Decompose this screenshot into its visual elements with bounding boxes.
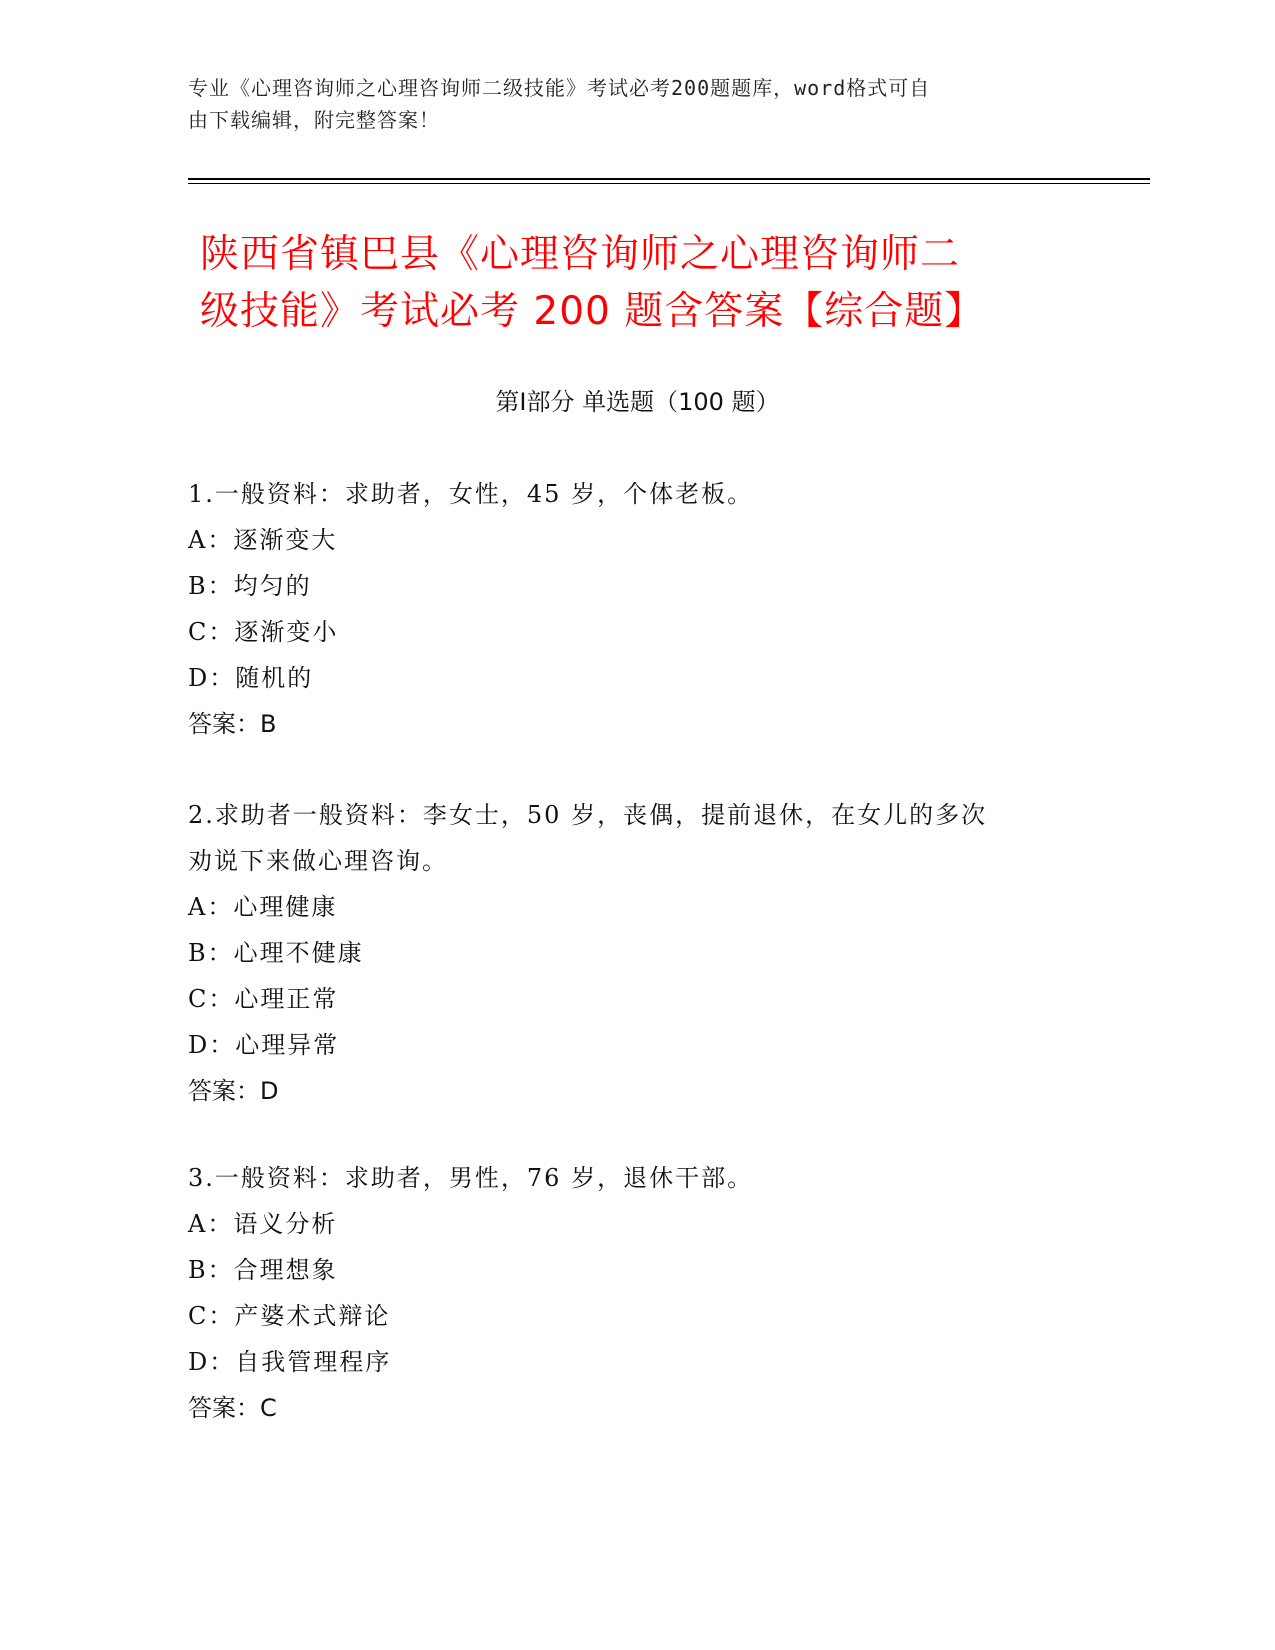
option-c: C：产婆术式辩论 [188,1302,391,1330]
header-note [188,72,1088,136]
answer: 答案：D [188,1077,279,1105]
option-b: B：心理不健康 [188,939,364,967]
document-title-line2: 级技能》考试必考 200 题含答案【综合题】 [200,289,985,334]
option-d: D：随机的 [188,664,314,692]
option-c: C：心理正常 [188,985,339,1013]
question-2 [188,792,1088,1114]
answer: 答案：B [188,710,277,738]
header-divider-thin [188,183,1150,184]
option-b: B：均匀的 [188,572,312,600]
question-stem-line2: 劝说下来做心理咨询。 [188,847,448,875]
option-a: A：语义分析 [188,1210,338,1238]
option-d: D：心理异常 [188,1031,340,1059]
header-divider-thick [188,178,1150,180]
question-1 [188,471,1088,747]
document-title-line1: 陕西省镇巴县《心理咨询师之心理咨询师二 [200,232,961,277]
option-a: A：心理健康 [188,893,338,921]
question-3 [188,1155,1088,1431]
option-b: B：合理想象 [188,1256,338,1284]
question-stem: 3.一般资料：求助者，男性，76 岁，退休干部。 [188,1164,754,1192]
option-c: C：逐渐变小 [188,618,339,646]
question-stem-line1: 2.求助者一般资料：李女士，50 岁，丧偶，提前退休，在女儿的多次 [188,801,988,829]
option-d: D：自我管理程序 [188,1348,392,1376]
option-a: A：逐渐变大 [188,526,338,554]
answer: 答案：C [188,1394,277,1422]
header-note-line2: 由下载编辑，附完整答案！ [188,108,440,132]
header-note-line1: 专业《心理咨询师之心理咨询师二级技能》考试必考200题题库，word格式可自 [188,76,931,100]
question-stem: 1.一般资料：求助者，女性，45 岁，个体老板。 [188,480,754,508]
document-title [200,226,1080,340]
section-heading: 第Ⅰ部分 单选题（100 题） [495,388,780,416]
